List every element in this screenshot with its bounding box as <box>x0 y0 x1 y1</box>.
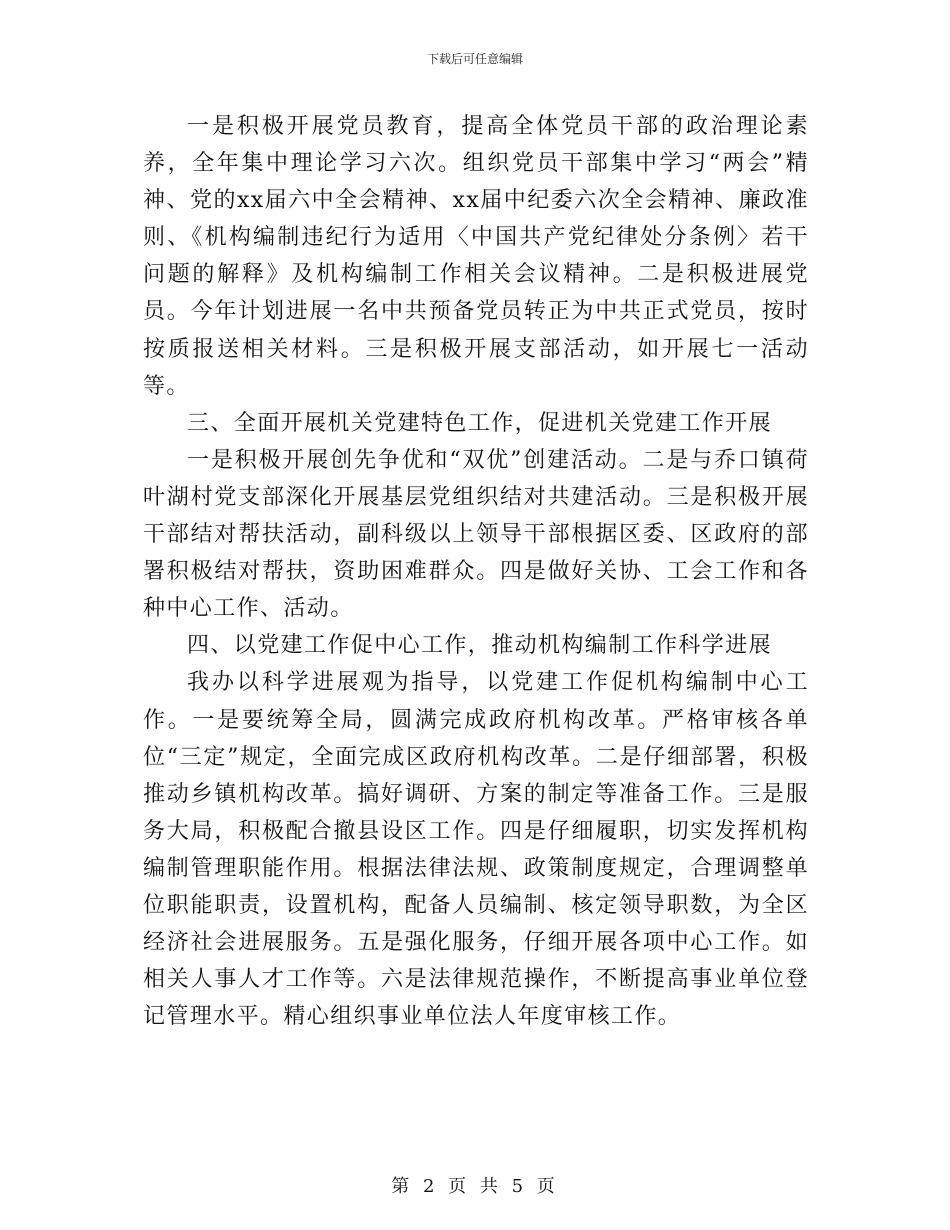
paragraph-party-education: 一是积极开展党员教育，提高全体党员干部的政治理论素养，全年集中理论学习六次。组织党员干部集中学习“两会”精神、党的xx届六中全会精神、xx届中纪委六次全会精神、廉政准则、《机构编制违纪行为适用〈中国共产党纪律处分条例〉若干问题的解释》及机构编制工作相关会议精神。二是积极进展党员。今年计划进展一名中共预备党员转正为中共正式党员，按时按质报送相关材料。三是积极开展支部活动，如开展七一活动等。 <box>143 114 809 399</box>
paragraph-central-work: 我办以科学进展观为指导，以党建工作促机构编制中心工作。一是要统筹全局，圆满完成政府机构改革。严格审核各单位“三定”规定，全面完成区政府机构改革。二是仔细部署，积极推动乡镇机构改革。搞好调研、方案的制定等准备工作。三是服务大局，积极配合撤县设区工作。四是仔细履职，切实发挥机构编制管理职能作用。根据法律法规、政策制度规定，合理调整单位职能职责，设置机构，配备人员编制、核定领导职数，为全区经济社会进展服务。五是强化服务，仔细开展各项中心工作。如相关人事人才工作等。六是法律规范操作，不断提高事业单位登记管理水平。精心组织事业单位法人年度审核工作。 <box>143 670 809 1030</box>
section-heading-4: 四、以党建工作促中心工作，推动机构编制工作科学进展 <box>187 633 773 659</box>
paragraph-special-work: 一是积极开展创先争优和“双优”创建活动。二是与乔口镇荷叶湖村党支部深化开展基层党组织结对共建活动。三是积极开展干部结对帮扶活动，副科级以上领导干部根据区委、区政府的部署积极结对帮扶，资助困难群众。四是做好关协、工会工作和各种中心工作、活动。 <box>143 447 809 622</box>
page-header: 下载后可任意编辑 <box>426 52 523 66</box>
section-heading-3: 三、全面开展机关党建特色工作，促进机关党建工作开展 <box>187 410 773 436</box>
document-body <box>143 108 809 1035</box>
page-number: 第 2 页 共 5 页 <box>391 1176 559 1197</box>
